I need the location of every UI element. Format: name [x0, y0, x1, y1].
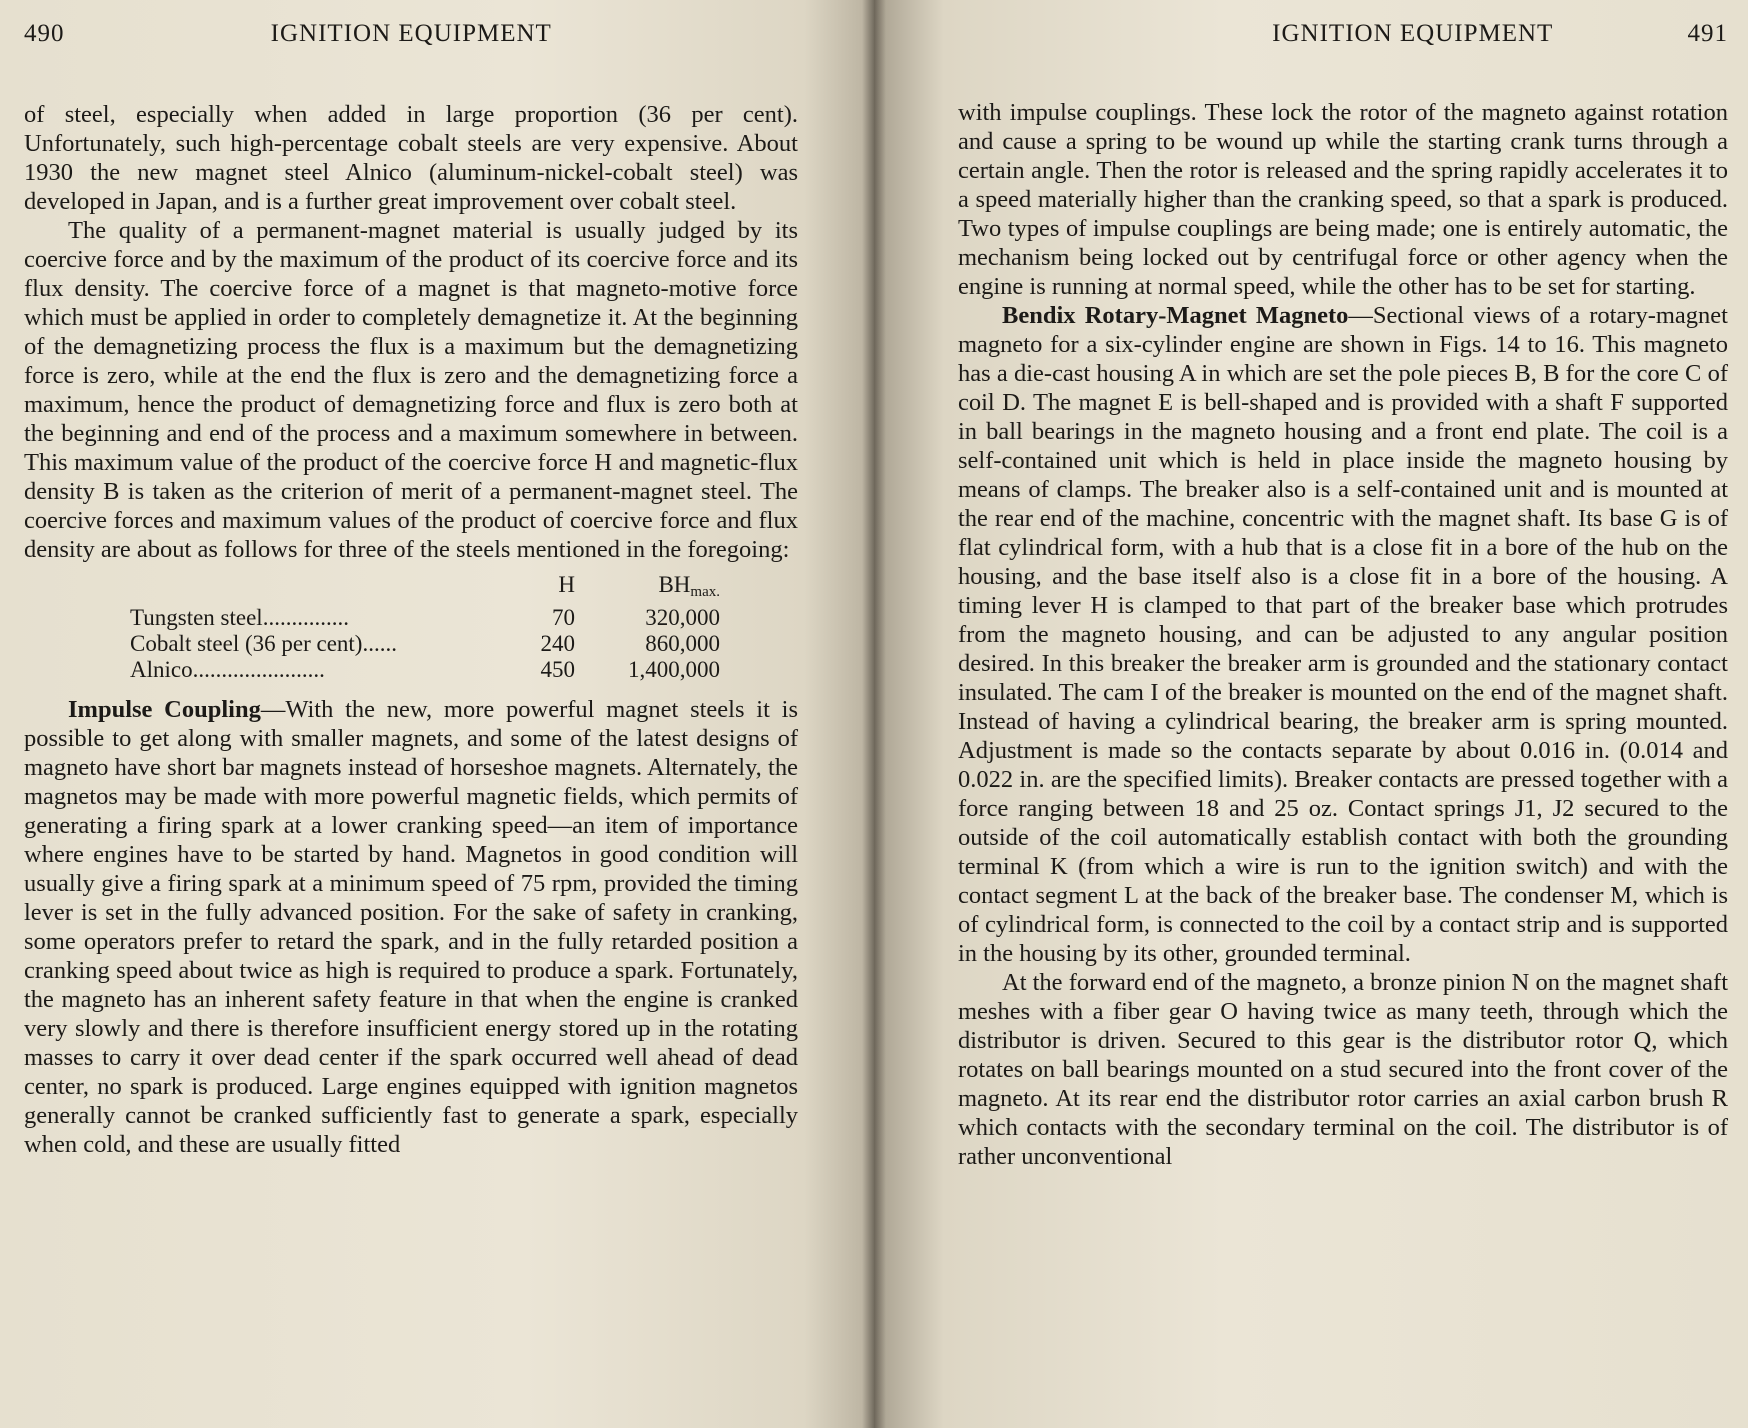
paragraph: Impulse Coupling—With the new, more powerful magnet steels it is possible to get along with smaller magnets, and some of the latest designs of magneto have short bar magnets instead of horseshoe magnets. Alternately, the magnetos may be made with more powerful magnetic fields, which permits of generating a firing spark at a lower cranking speed—an item of importance where engines have to be started by hand. Magnetos in good condition will usually give a firing spark at a minimum speed of 75 rpm, provided the timing lever is set in the fully advanced position. For the sake of safety in cranking, some operators prefer to retard the spark, and in the fully retarded position a cranking speed about twice as high is required to produce a spark. Fortunately, the magneto has an inherent safety feature in that when the engine is cranked very slowly and there is therefore insufficient energy stored up in the rotating masses to carry it over dead center if the spark occurred well ahead of dead center, no spark is produced. Large engines equipped with ignition magnetos generally cannot be cranked sufficiently fast to generate a spark, especially when cold, and these are usually fitted: [24, 696, 798, 1158]
paragraph: At the forward end of the magneto, a bronze pinion N on the magnet shaft meshes with a fiber gear O having twice as many teeth, through which the distributor is driven. Secured to this gear is the distributor rotor Q, which rotates on ball bearings mounted on a stud secured into the front cover of the magneto. At its rear end the distributor rotor carries an axial carbon brush R which contacts with the secondary terminal on the coil. The distributor is of rather unconventional: [958, 969, 1728, 1170]
h-cell: 240: [540, 631, 575, 656]
section-heading: Bendix Rotary-Magnet Magneto: [1002, 302, 1349, 329]
page-number: 491: [1687, 20, 1728, 47]
paragraph: of steel, especially when added in large proportion (36 per cent). Unfortunately, such high-percentage cobalt steels are very expensive. About 1930 the new magnet steel Alnico (aluminum-nickel-cobalt steel) was developed in Japan, and is a further great improvement over cobalt steel.: [24, 101, 798, 215]
column-header-h: H: [558, 572, 575, 597]
right-page-header: [958, 20, 1728, 70]
section-heading: Impulse Coupling: [68, 696, 261, 723]
magnet-steel-table: [24, 572, 798, 683]
table-header-row: [24, 572, 798, 605]
bh-cell: 1,400,000: [628, 657, 720, 682]
material-cell: Cobalt steel (36 per cent)......: [130, 631, 397, 656]
column-header-bh: $BH_{max.}$: [658, 572, 720, 600]
material-cell: Tungsten steel...............: [130, 605, 349, 630]
book-gutter: [862, 0, 886, 1428]
table-row: [24, 605, 798, 631]
bh-cell: 320,000: [645, 605, 720, 630]
table-row: [24, 631, 798, 657]
paragraph: Bendix Rotary-Magnet Magneto—Sectional views of a rotary-magnet magneto for a six-cylinder engine are shown in Figs. 14 to 16. This magneto has a die-cast housing A in which are set the pole pieces B, B for the core C of coil D. The magnet E is bell-shaped and is provided with a shaft F supported in ball bearings in the magneto housing and a front end plate. The coil is a self-contained unit which is held in place inside the magneto housing by means of clamps. The breaker also is a self-contained unit and is mounted at the rear end of the machine, concentric with the magnet shaft. Its base G is of flat cylindrical form, with a hub that is a close fit in a bore of the hub on the housing, and the base itself also is a close fit in a bore of the housing. A timing lever H is clamped to that part of the breaker base which protrudes from the magneto housing, and can be adjusted to any angular position desired. In this breaker the breaker arm is grounded and the stationary contact insulated. The cam I of the breaker is mounted on the end of the magnet shaft. Instead of having a cylindrical bearing, the breaker arm is spring mounted. Adjustment is made so the contacts separate by about 0.016 in. (0.014 and 0.022 in. are the specified limits). Breaker contacts are pressed together with a force ranging between 18 and 25 oz. Contact springs J1, J2 secured to the outside of the coil automatically establish contact with both the grounding terminal K (from which a wire is run to the ignition switch) and with the contact segment L at the back of the breaker base. The condenser M, which is of cylindrical form, is connected to the coil by a contact strip and is supported in the housing by its other, grounded terminal.: [958, 302, 1728, 967]
page-number: 490: [24, 20, 65, 47]
left-page-header: [24, 20, 798, 70]
h-cell: 70: [552, 605, 575, 630]
running-head: IGNITION EQUIPMENT: [1272, 20, 1554, 47]
table-row: [24, 657, 798, 683]
material-cell: Alnico.......................: [130, 657, 325, 682]
running-head: IGNITION EQUIPMENT: [270, 20, 552, 47]
right-page: [874, 0, 1748, 1428]
paragraph: with impulse couplings. These lock the rotor of the magneto against rotation and cause a spring to be wound up while the starting crank turns through a certain angle. Then the rotor is released and the spring rapidly accelerates it to a speed materially higher than the cranking speed, so that a spark is produced. Two types of impulse couplings are being made; one is entirely automatic, the mechanism being locked out by centrifugal force or other agency when the engine is running at normal speed, while the other has to be set for starting.: [958, 99, 1728, 300]
right-page-body: [958, 98, 1728, 1171]
bh-cell: 860,000: [645, 631, 720, 656]
paragraph: The quality of a permanent-magnet material is usually judged by its coercive force and by the maximum of the product of its coercive force and its flux density. The coercive force of a magnet is that magneto-motive force which must be applied in order to completely demagnetize it. At the beginning of the demagnetizing process the flux is a maximum but the demagnetizing force is zero, while at the end the flux is zero and the demagnetizing force a maximum, hence the product of demagnetizing force and flux is zero both at the beginning and end of the process and a maximum somewhere in between. This maximum value of the product of the coercive force H and magnetic-flux density B is taken as the criterion of merit of a permanent-magnet steel. The coercive forces and maximum values of the product of coercive force and flux density are about as follows for three of the steels mentioned in the foregoing:: [24, 217, 798, 563]
left-page-body: [24, 100, 798, 1159]
h-cell: 450: [540, 657, 575, 682]
